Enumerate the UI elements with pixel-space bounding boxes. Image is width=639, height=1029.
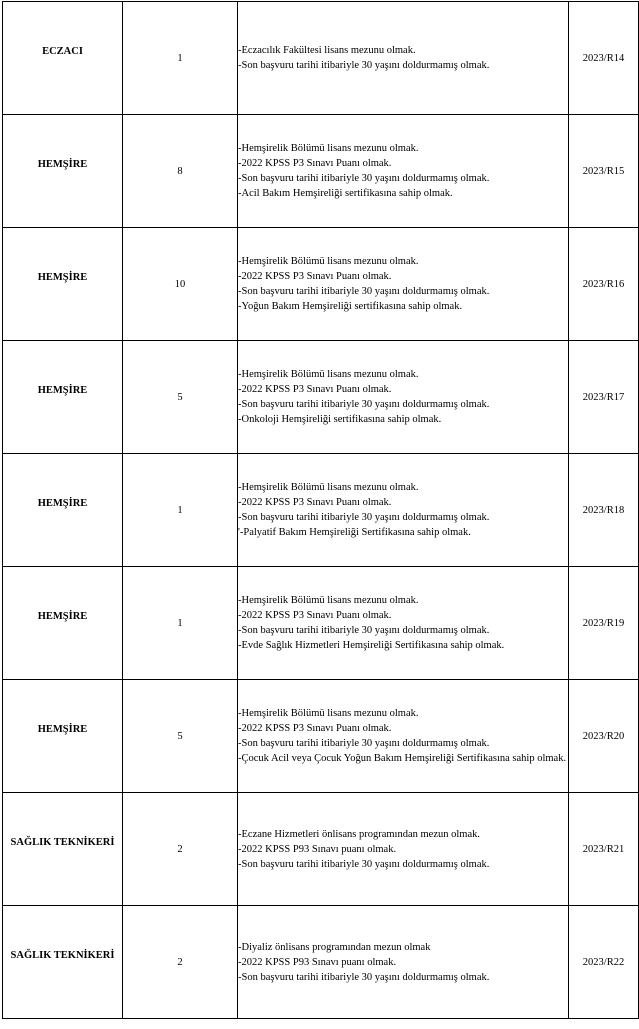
position-count: 5 bbox=[123, 341, 238, 454]
position-title: HEMŞİRE bbox=[37, 611, 88, 622]
requirement-line: -Hemşirelik Bölümü lisans mezunu olmak. bbox=[238, 595, 419, 606]
requirement-line: -Hemşirelik Bölümü lisans mezunu olmak. bbox=[238, 708, 419, 719]
requirement-line: -Son başvuru tarihi itibariyle 30 yaşını doldurmamış olmak. bbox=[238, 625, 490, 636]
requirement-line: -Evde Sağlık Hizmetleri Hemşireliği Sertifikasına sahip olmak. bbox=[238, 640, 505, 651]
position-count: 2 bbox=[123, 793, 238, 906]
table-row bbox=[3, 228, 639, 341]
position-count: 1 bbox=[123, 2, 238, 115]
position-title: HEMŞİRE bbox=[37, 272, 88, 283]
table-row bbox=[3, 906, 639, 1019]
requirement-line: -2022 KPSS P3 Sınavı Puanı olmak. bbox=[238, 723, 392, 734]
position-title: HEMŞİRE bbox=[37, 159, 88, 170]
position-code: 2023/R21 bbox=[569, 793, 639, 906]
requirement-line: -Hemşirelik Bölümü lisans mezunu olmak. bbox=[238, 256, 419, 267]
requirement-line: -Son başvuru tarihi itibariyle 30 yaşını doldurmamış olmak. bbox=[238, 971, 490, 983]
position-code: 2023/R20 bbox=[569, 680, 639, 793]
position-count: 2 bbox=[123, 906, 238, 1019]
requirement-line: -Son başvuru tarihi itibariyle 30 yaşını doldurmamış olmak. bbox=[238, 858, 490, 870]
position-count: 5 bbox=[123, 680, 238, 793]
position-code: 2023/R14 bbox=[569, 2, 639, 115]
requirements-cell bbox=[238, 2, 569, 115]
requirement-line: -Hemşirelik Bölümü lisans mezunu olmak. bbox=[238, 369, 419, 380]
requirements-cell bbox=[238, 680, 569, 793]
position-count: 8 bbox=[123, 115, 238, 228]
positions-table bbox=[2, 1, 639, 1019]
requirement-line: -Acil Bakım Hemşireliği sertifikasına sahip olmak. bbox=[238, 188, 453, 199]
position-title: SAĞLIK TEKNİKERİ bbox=[10, 950, 115, 961]
requirement-line: -2022 KPSS P93 Sınavı puanı olmak. bbox=[238, 843, 397, 855]
requirements-cell bbox=[238, 906, 569, 1019]
requirement-line: -Eczane Hizmetleri önlisans programından mezun olmak. bbox=[238, 828, 480, 840]
requirement-line: -Son başvuru tarihi itibariyle 30 yaşını doldurmamış olmak. bbox=[238, 399, 490, 410]
requirement-line: -Son başvuru tarihi itibariyle 30 yaşını doldurmamış olmak. bbox=[238, 173, 490, 184]
position-code: 2023/R16 bbox=[569, 228, 639, 341]
position-count: 1 bbox=[123, 567, 238, 680]
requirement-line: -Onkoloji Hemşireliği sertifikasına sahip olmak. bbox=[238, 414, 442, 425]
requirements-cell bbox=[238, 793, 569, 906]
position-title-cell bbox=[3, 115, 123, 228]
requirement-line: -Son başvuru tarihi itibariyle 30 yaşını doldurmamış olmak. bbox=[238, 60, 490, 71]
table-row bbox=[3, 567, 639, 680]
table-row bbox=[3, 2, 639, 115]
position-code: 2023/R22 bbox=[569, 906, 639, 1019]
requirement-line: '-Palyatif Bakım Hemşireliği Sertifikasına sahip olmak. bbox=[238, 527, 471, 538]
requirement-line: -2022 KPSS P3 Sınavı Puanı olmak. bbox=[238, 384, 392, 395]
position-count: 10 bbox=[123, 228, 238, 341]
position-code: 2023/R15 bbox=[569, 115, 639, 228]
requirement-line: -2022 KPSS P3 Sınavı Puanı olmak. bbox=[238, 158, 392, 169]
position-title-cell bbox=[3, 793, 123, 906]
position-title: HEMŞİRE bbox=[37, 724, 88, 735]
position-title-cell bbox=[3, 2, 123, 115]
requirement-line: -Çocuk Acil veya Çocuk Yoğun Bakım Hemşireliği Sertifikasına sahip olmak. bbox=[238, 753, 567, 764]
position-title-cell bbox=[3, 454, 123, 567]
position-title-cell bbox=[3, 906, 123, 1019]
requirements-cell bbox=[238, 115, 569, 228]
requirements-cell bbox=[238, 454, 569, 567]
requirements-cell bbox=[238, 567, 569, 680]
requirement-line: -Diyaliz önlisans programından mezun olmak bbox=[238, 941, 431, 953]
position-title-cell bbox=[3, 680, 123, 793]
requirement-line: -Hemşirelik Bölümü lisans mezunu olmak. bbox=[238, 143, 419, 154]
requirements-cell bbox=[238, 228, 569, 341]
requirement-line: -Yoğun Bakım Hemşireliği sertifikasına sahip olmak. bbox=[238, 301, 463, 312]
position-title-cell bbox=[3, 341, 123, 454]
table-row bbox=[3, 793, 639, 906]
position-title: HEMŞİRE bbox=[37, 385, 88, 396]
position-code: 2023/R19 bbox=[569, 567, 639, 680]
requirement-line: -Eczacılık Fakültesi lisans mezunu olmak. bbox=[238, 45, 416, 56]
positions-table-body bbox=[3, 2, 639, 1019]
table-row bbox=[3, 115, 639, 228]
position-code: 2023/R18 bbox=[569, 454, 639, 567]
position-count: 1 bbox=[123, 454, 238, 567]
requirement-line: -Son başvuru tarihi itibariyle 30 yaşını doldurmamış olmak. bbox=[238, 738, 490, 749]
requirements-cell bbox=[238, 341, 569, 454]
requirement-line: -Hemşirelik Bölümü lisans mezunu olmak. bbox=[238, 482, 419, 493]
table-row bbox=[3, 680, 639, 793]
position-title-cell bbox=[3, 228, 123, 341]
requirement-line: -2022 KPSS P3 Sınavı Puanı olmak. bbox=[238, 497, 392, 508]
requirement-line: -Son başvuru tarihi itibariyle 30 yaşını doldurmamış olmak. bbox=[238, 512, 490, 523]
position-code: 2023/R17 bbox=[569, 341, 639, 454]
requirement-line: -2022 KPSS P3 Sınavı Puanı olmak. bbox=[238, 610, 392, 621]
table-row bbox=[3, 454, 639, 567]
position-title: ECZACI bbox=[42, 46, 83, 57]
position-title-cell bbox=[3, 567, 123, 680]
requirement-line: -2022 KPSS P93 Sınavı puanı olmak. bbox=[238, 956, 397, 968]
position-title: HEMŞİRE bbox=[37, 498, 88, 509]
requirement-line: -2022 KPSS P3 Sınavı Puanı olmak. bbox=[238, 271, 392, 282]
position-title: SAĞLIK TEKNİKERİ bbox=[10, 837, 115, 848]
table-row bbox=[3, 341, 639, 454]
requirement-line: -Son başvuru tarihi itibariyle 30 yaşını doldurmamış olmak. bbox=[238, 286, 490, 297]
